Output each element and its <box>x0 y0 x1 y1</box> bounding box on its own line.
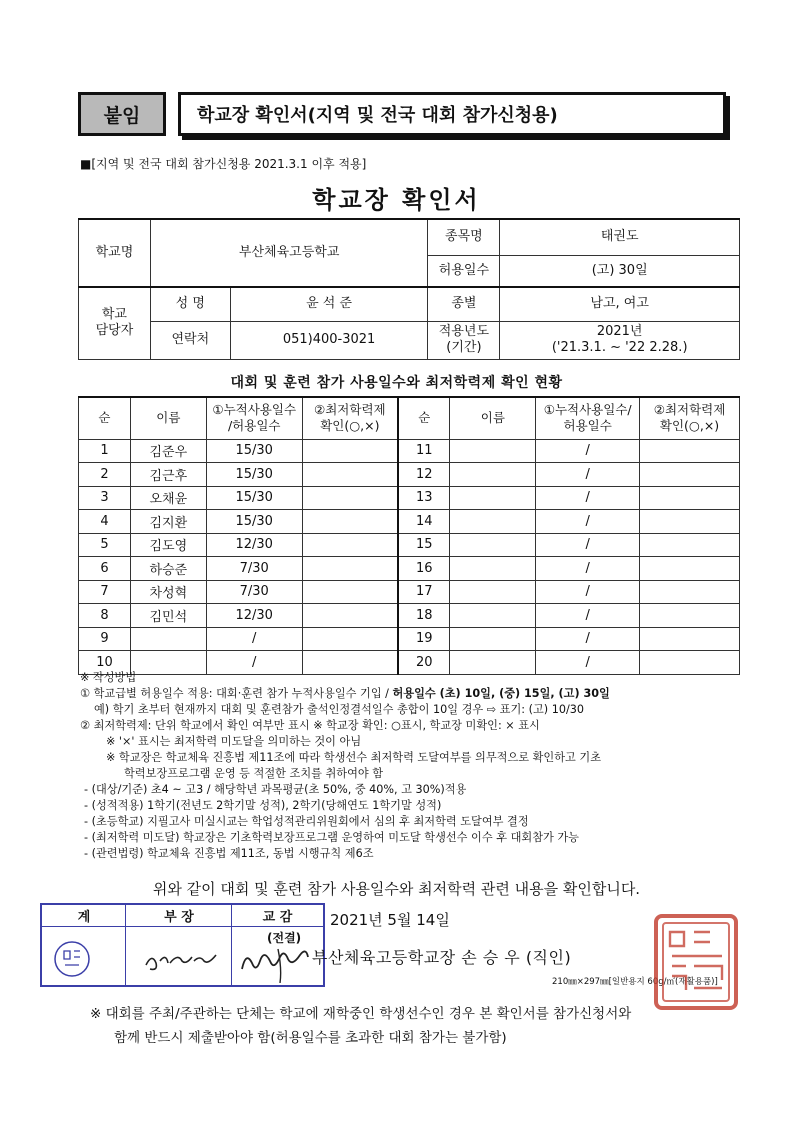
header-no: 순 <box>79 397 131 439</box>
row-min <box>302 463 398 487</box>
principal-line: 부산체육고등학교장 손 승 우 (직인) <box>312 948 572 967</box>
table-row <box>79 439 740 463</box>
footer-line-2: 함께 반드시 제출받아야 함(허용일수를 초과한 대회 참가는 불가함) <box>114 1030 507 1046</box>
vice-signature-icon <box>238 943 322 983</box>
detail-4: - (최저학력 미도달) 학교장은 기초학력보장프로그램 운영하여 미도달 학생선수 이수 후 대회참가 가능 <box>84 831 579 844</box>
row-min-2 <box>640 463 740 487</box>
header-name: 이름 <box>130 397 206 439</box>
header-days-2: ①누적사용일수/ 허용일수 <box>536 397 640 439</box>
row-name-2 <box>450 510 536 534</box>
header-min: ②최저학력제 확인(○,×) <box>302 397 398 439</box>
row-min <box>302 486 398 510</box>
row-min <box>302 557 398 581</box>
info-table <box>78 218 740 360</box>
table-row <box>79 463 740 487</box>
row-no-2: 19 <box>398 627 450 651</box>
detail-3: - (초등학교) 지필고사 미실시교는 학업성적관리위원회에서 심의 후 최저학력 도달여부 결정 <box>84 815 529 828</box>
row-min-2 <box>640 557 740 581</box>
row-min <box>302 604 398 628</box>
row-name-2 <box>450 627 536 651</box>
name-value: 윤 석 준 <box>230 287 428 321</box>
detail-1: - (대상/기준) 초4 ~ 고3 / 해당학년 과목평균(초 50%, 중 40%, 고 30%)적용 <box>84 783 467 796</box>
row-name-2 <box>450 533 536 557</box>
row-min <box>302 580 398 604</box>
row-min-2 <box>640 533 740 557</box>
year-value: 2021년 ('21.3.1. ~ '22 2.28.) <box>500 321 740 359</box>
row-no: 8 <box>79 604 131 628</box>
footer-note <box>90 1002 730 1050</box>
attachment-title: 학교장 확인서(지역 및 전국 대회 참가신청용) <box>178 92 726 136</box>
row-min-2 <box>640 439 740 463</box>
table-row <box>79 486 740 510</box>
school-label: 학교명 <box>79 219 151 287</box>
row-name: 오채윤 <box>130 486 206 510</box>
row-no: 6 <box>79 557 131 581</box>
contact-label: 연락처 <box>150 321 230 359</box>
row-min <box>302 510 398 534</box>
gender-label: 종별 <box>428 287 500 321</box>
paper-spec: 210㎜×297㎜[일반용지 60g/㎡(재활용품)] <box>552 977 718 987</box>
row-days-2: / <box>536 510 640 534</box>
row-no-2: 17 <box>398 580 450 604</box>
table-row <box>79 627 740 651</box>
note-3: ※ '×' 표시는 최저학력 미도달을 의미하는 것이 아님 <box>106 735 362 748</box>
approval-head: 부 장 <box>126 905 232 927</box>
row-name-2 <box>450 557 536 581</box>
row-name: 김도영 <box>130 533 206 557</box>
school-value: 부산체육고등학교 <box>150 219 428 287</box>
row-name: 하승준 <box>130 557 206 581</box>
row-min <box>302 627 398 651</box>
row-name-2 <box>450 486 536 510</box>
note-1-example: 예) 학기 초부터 현재까지 대회 및 훈련참가 출석인정결석일수 총합이 10일 경우 ⇨ 표기: (고) 10/30 <box>94 703 584 716</box>
header-days: ①누적사용일수 /허용일수 <box>206 397 302 439</box>
head-signature-icon <box>142 941 220 977</box>
row-min-2 <box>640 627 740 651</box>
row-no: 4 <box>79 510 131 534</box>
row-no: 9 <box>79 627 131 651</box>
detail-5: - (관련법령) 학교체육 진흥법 제11조, 동법 시행규칙 제6조 <box>84 847 374 860</box>
row-name: 김민석 <box>130 604 206 628</box>
row-days: 15/30 <box>206 463 302 487</box>
row-min-2 <box>640 486 740 510</box>
header-min-2: ②최저학력제 확인(○,×) <box>640 397 740 439</box>
attachment-tag: 붙임 <box>78 92 166 136</box>
doc-title: 학교장 확인서 <box>312 186 481 214</box>
row-days: / <box>206 627 302 651</box>
row-days-2: / <box>536 439 640 463</box>
row-name-2 <box>450 580 536 604</box>
note-2: ② 최저학력제: 단위 학교에서 확인 여부만 표시 ※ 학교장 확인: ○표시, 학교장 미확인: × 표시 <box>80 719 540 732</box>
document-header <box>78 92 726 138</box>
row-days-2: / <box>536 604 640 628</box>
row-name-2 <box>450 439 536 463</box>
row-days: 15/30 <box>206 486 302 510</box>
row-days-2: / <box>536 580 640 604</box>
table-row <box>79 510 740 534</box>
row-days-2: / <box>536 486 640 510</box>
event-label: 종목명 <box>428 219 500 255</box>
row-name <box>130 627 206 651</box>
table-row <box>79 533 740 557</box>
note-1: ① 학교급별 허용일수 적용: 대회·훈련 참가 누적사용일수 기입 / 허용일수 (초) 10일, (중) 15일, (고) 30일 <box>80 687 610 700</box>
row-no-2: 20 <box>398 651 450 675</box>
approval-vice: 교 감 <box>232 905 323 927</box>
row-min <box>302 439 398 463</box>
detail-2: - (성적적용) 1학기(전년도 2학기말 성적), 2학기(당해연도 1학기말 성적) <box>84 799 442 812</box>
row-no: 2 <box>79 463 131 487</box>
allowed-value: (고) 30일 <box>500 255 740 287</box>
row-min-2 <box>640 604 740 628</box>
footer-line-1: ※ 대회를 주최/주관하는 단체는 학교에 재학중인 학생선수인 경우 본 확인서를 참가신청서와 <box>90 1006 632 1022</box>
row-days: 7/30 <box>206 557 302 581</box>
note-4-cont: 학력보장프로그램 운영 등 적절한 조치를 취하여야 함 <box>124 767 384 780</box>
row-no: 10 <box>79 651 131 675</box>
row-name: 김준우 <box>130 439 206 463</box>
row-name: 김근후 <box>130 463 206 487</box>
row-days-2: / <box>536 627 640 651</box>
name-label: 성 명 <box>150 287 230 321</box>
header-name-2: 이름 <box>450 397 536 439</box>
row-min-2 <box>640 580 740 604</box>
row-days: 7/30 <box>206 580 302 604</box>
row-days-2: / <box>536 533 640 557</box>
table-row <box>79 557 740 581</box>
row-name: 차성혁 <box>130 580 206 604</box>
allowed-label: 허용일수 <box>428 255 500 287</box>
row-days-2: / <box>536 463 640 487</box>
row-name-2 <box>450 604 536 628</box>
row-days-2: / <box>536 557 640 581</box>
row-days: 15/30 <box>206 439 302 463</box>
row-no-2: 15 <box>398 533 450 557</box>
approval-jeongyeol: (전결) <box>267 931 302 945</box>
row-name-2 <box>450 463 536 487</box>
row-name: 김지환 <box>130 510 206 534</box>
table-row <box>79 580 740 604</box>
official-seal-icon <box>650 912 742 1012</box>
manager-label: 학교 담당자 <box>79 287 151 359</box>
confirm-statement: 위와 같이 대회 및 훈련 참가 사용일수와 최저학력 관련 내용을 확인합니다. <box>152 880 641 898</box>
approval-box <box>40 903 325 987</box>
header-no-2: 순 <box>398 397 450 439</box>
usage-table <box>78 396 740 675</box>
event-value: 태권도 <box>500 219 740 255</box>
instructions <box>80 670 750 862</box>
clerk-seal-icon <box>50 937 94 981</box>
table-row <box>79 604 740 628</box>
row-no: 7 <box>79 580 131 604</box>
row-no-2: 12 <box>398 463 450 487</box>
row-no: 1 <box>79 439 131 463</box>
year-label: 적용년도 (기간) <box>428 321 500 359</box>
apply-note: ■[지역 및 전국 대회 참가신청용 2021.3.1 이후 적용] <box>80 157 367 171</box>
row-no-2: 18 <box>398 604 450 628</box>
gender-value: 남고, 여고 <box>500 287 740 321</box>
instructions-heading: ※ 작성방법 <box>80 671 137 684</box>
row-no: 3 <box>79 486 131 510</box>
row-no: 5 <box>79 533 131 557</box>
contact-value: 051)400-3021 <box>230 321 428 359</box>
issue-date: 2021년 5월 14일 <box>330 911 450 929</box>
row-days-2: / <box>536 651 640 675</box>
row-no-2: 16 <box>398 557 450 581</box>
row-days: 12/30 <box>206 533 302 557</box>
approval-clerk: 계 <box>42 905 126 927</box>
row-min <box>302 533 398 557</box>
row-days: / <box>206 651 302 675</box>
section-title: 대회 및 훈련 참가 사용일수와 최저학력제 확인 현황 <box>230 375 563 391</box>
row-no-2: 13 <box>398 486 450 510</box>
row-no-2: 14 <box>398 510 450 534</box>
row-days: 15/30 <box>206 510 302 534</box>
note-4: ※ 학교장은 학교체육 진흥법 제11조에 따라 학생선수 최저학력 도달여부를 의무적으로 확인하고 기초 <box>106 751 602 764</box>
row-no-2: 11 <box>398 439 450 463</box>
row-min-2 <box>640 510 740 534</box>
row-days: 12/30 <box>206 604 302 628</box>
